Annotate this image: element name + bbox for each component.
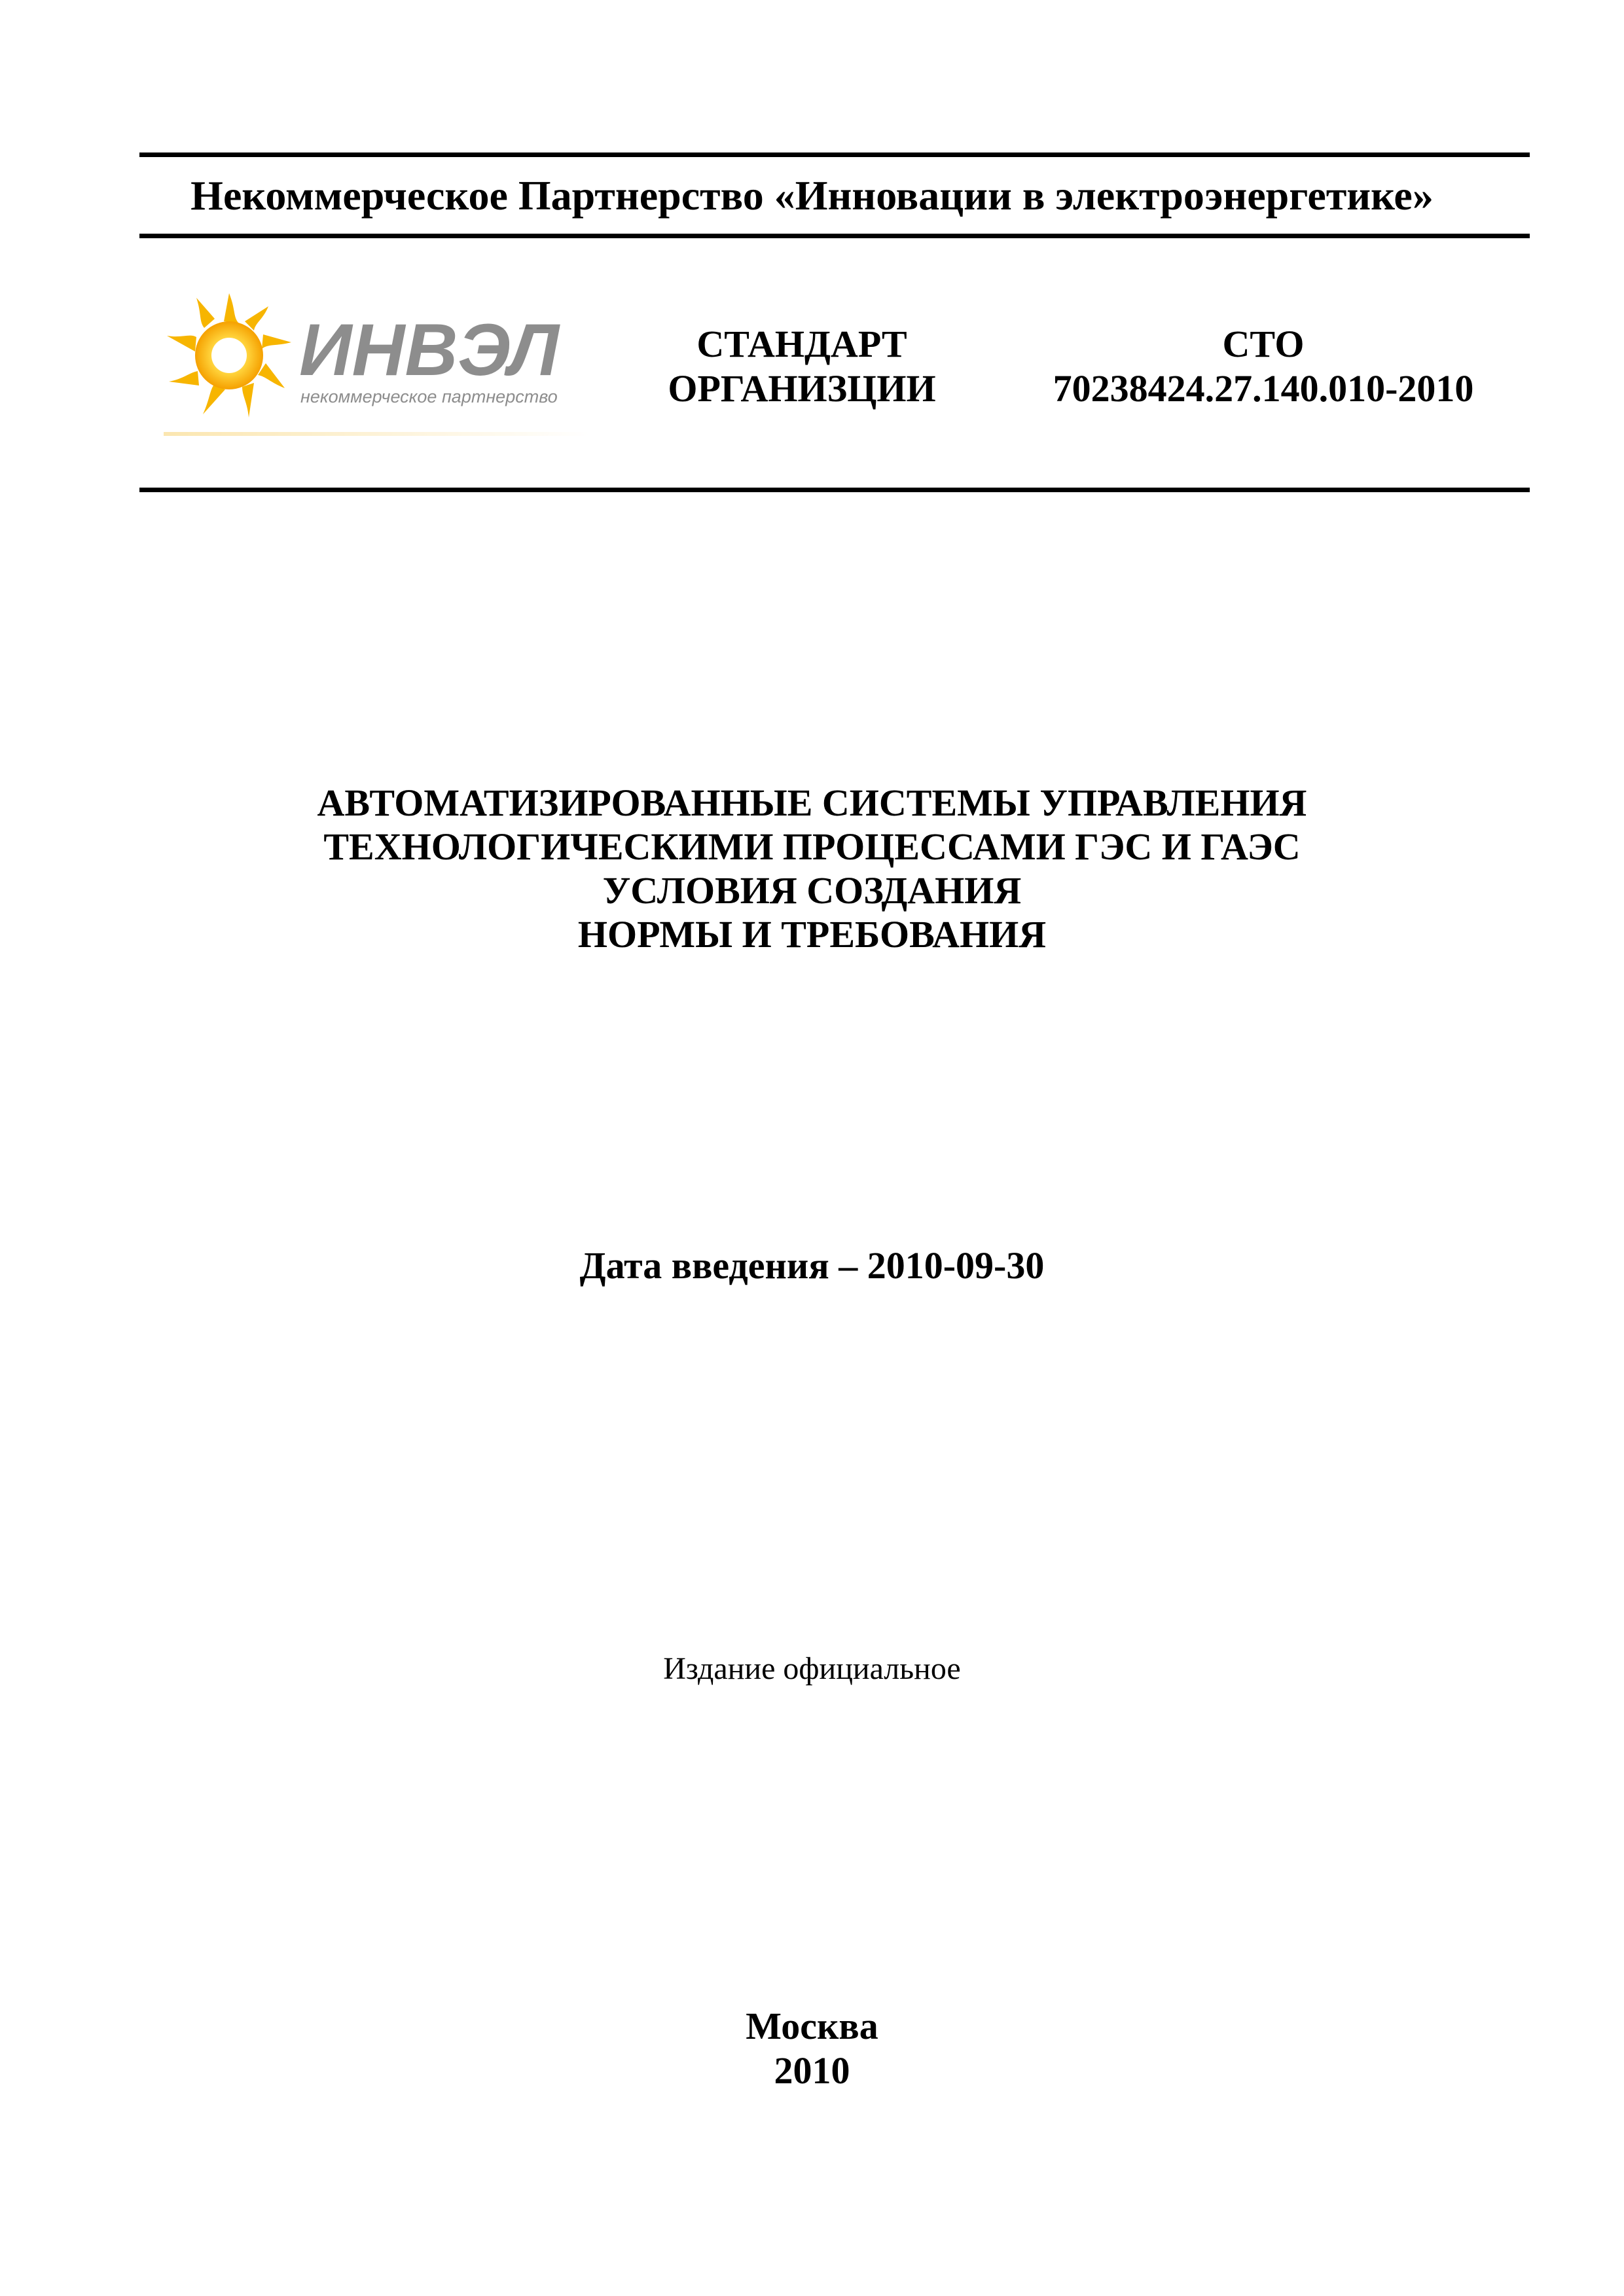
header-rule — [139, 234, 1530, 238]
lower-header-rule — [139, 488, 1530, 492]
standard-type-line2: ОРГАНИЗЦИИ — [668, 367, 936, 410]
standard-code — [1034, 322, 1492, 411]
standard-type — [645, 322, 959, 411]
title-line-4: НОРМЫ И ТРЕБОВАНИЯ — [577, 913, 1047, 956]
imprint-year: 2010 — [774, 2049, 850, 2092]
invel-logo — [160, 287, 592, 440]
imprint-city: Москва — [746, 2005, 878, 2047]
standard-code-line1: СТО — [1222, 323, 1305, 365]
top-rule — [139, 152, 1530, 157]
document-title — [0, 781, 1624, 956]
organization-name: Некоммерческое Партнерство «Инновации в электроэнергетике» — [190, 172, 1434, 219]
title-line-3: УСЛОВИЯ СОЗДАНИЯ — [602, 869, 1022, 912]
standard-type-line1: СТАНДАРТ — [696, 323, 907, 365]
logo-wordmark: ИНВЭЛ — [299, 309, 559, 391]
standard-code-line2: 70238424.27.140.010-2010 — [1053, 367, 1474, 410]
introduction-date: Дата введения – 2010-09-30 — [579, 1244, 1045, 1287]
title-line-1: АВТОМАТИЗИРОВАННЫЕ СИСТЕМЫ УПРАВЛЕНИЯ — [317, 781, 1307, 824]
imprint — [0, 2004, 1624, 2093]
title-line-2: ТЕХНОЛОГИЧЕСКИМИ ПРОЦЕССАМИ ГЭС И ГАЭС — [323, 825, 1301, 868]
logo-tagline: некоммерческое партнерство — [300, 387, 558, 406]
sun-icon — [167, 293, 291, 418]
edition-note: Издание официальное — [663, 1651, 961, 1686]
